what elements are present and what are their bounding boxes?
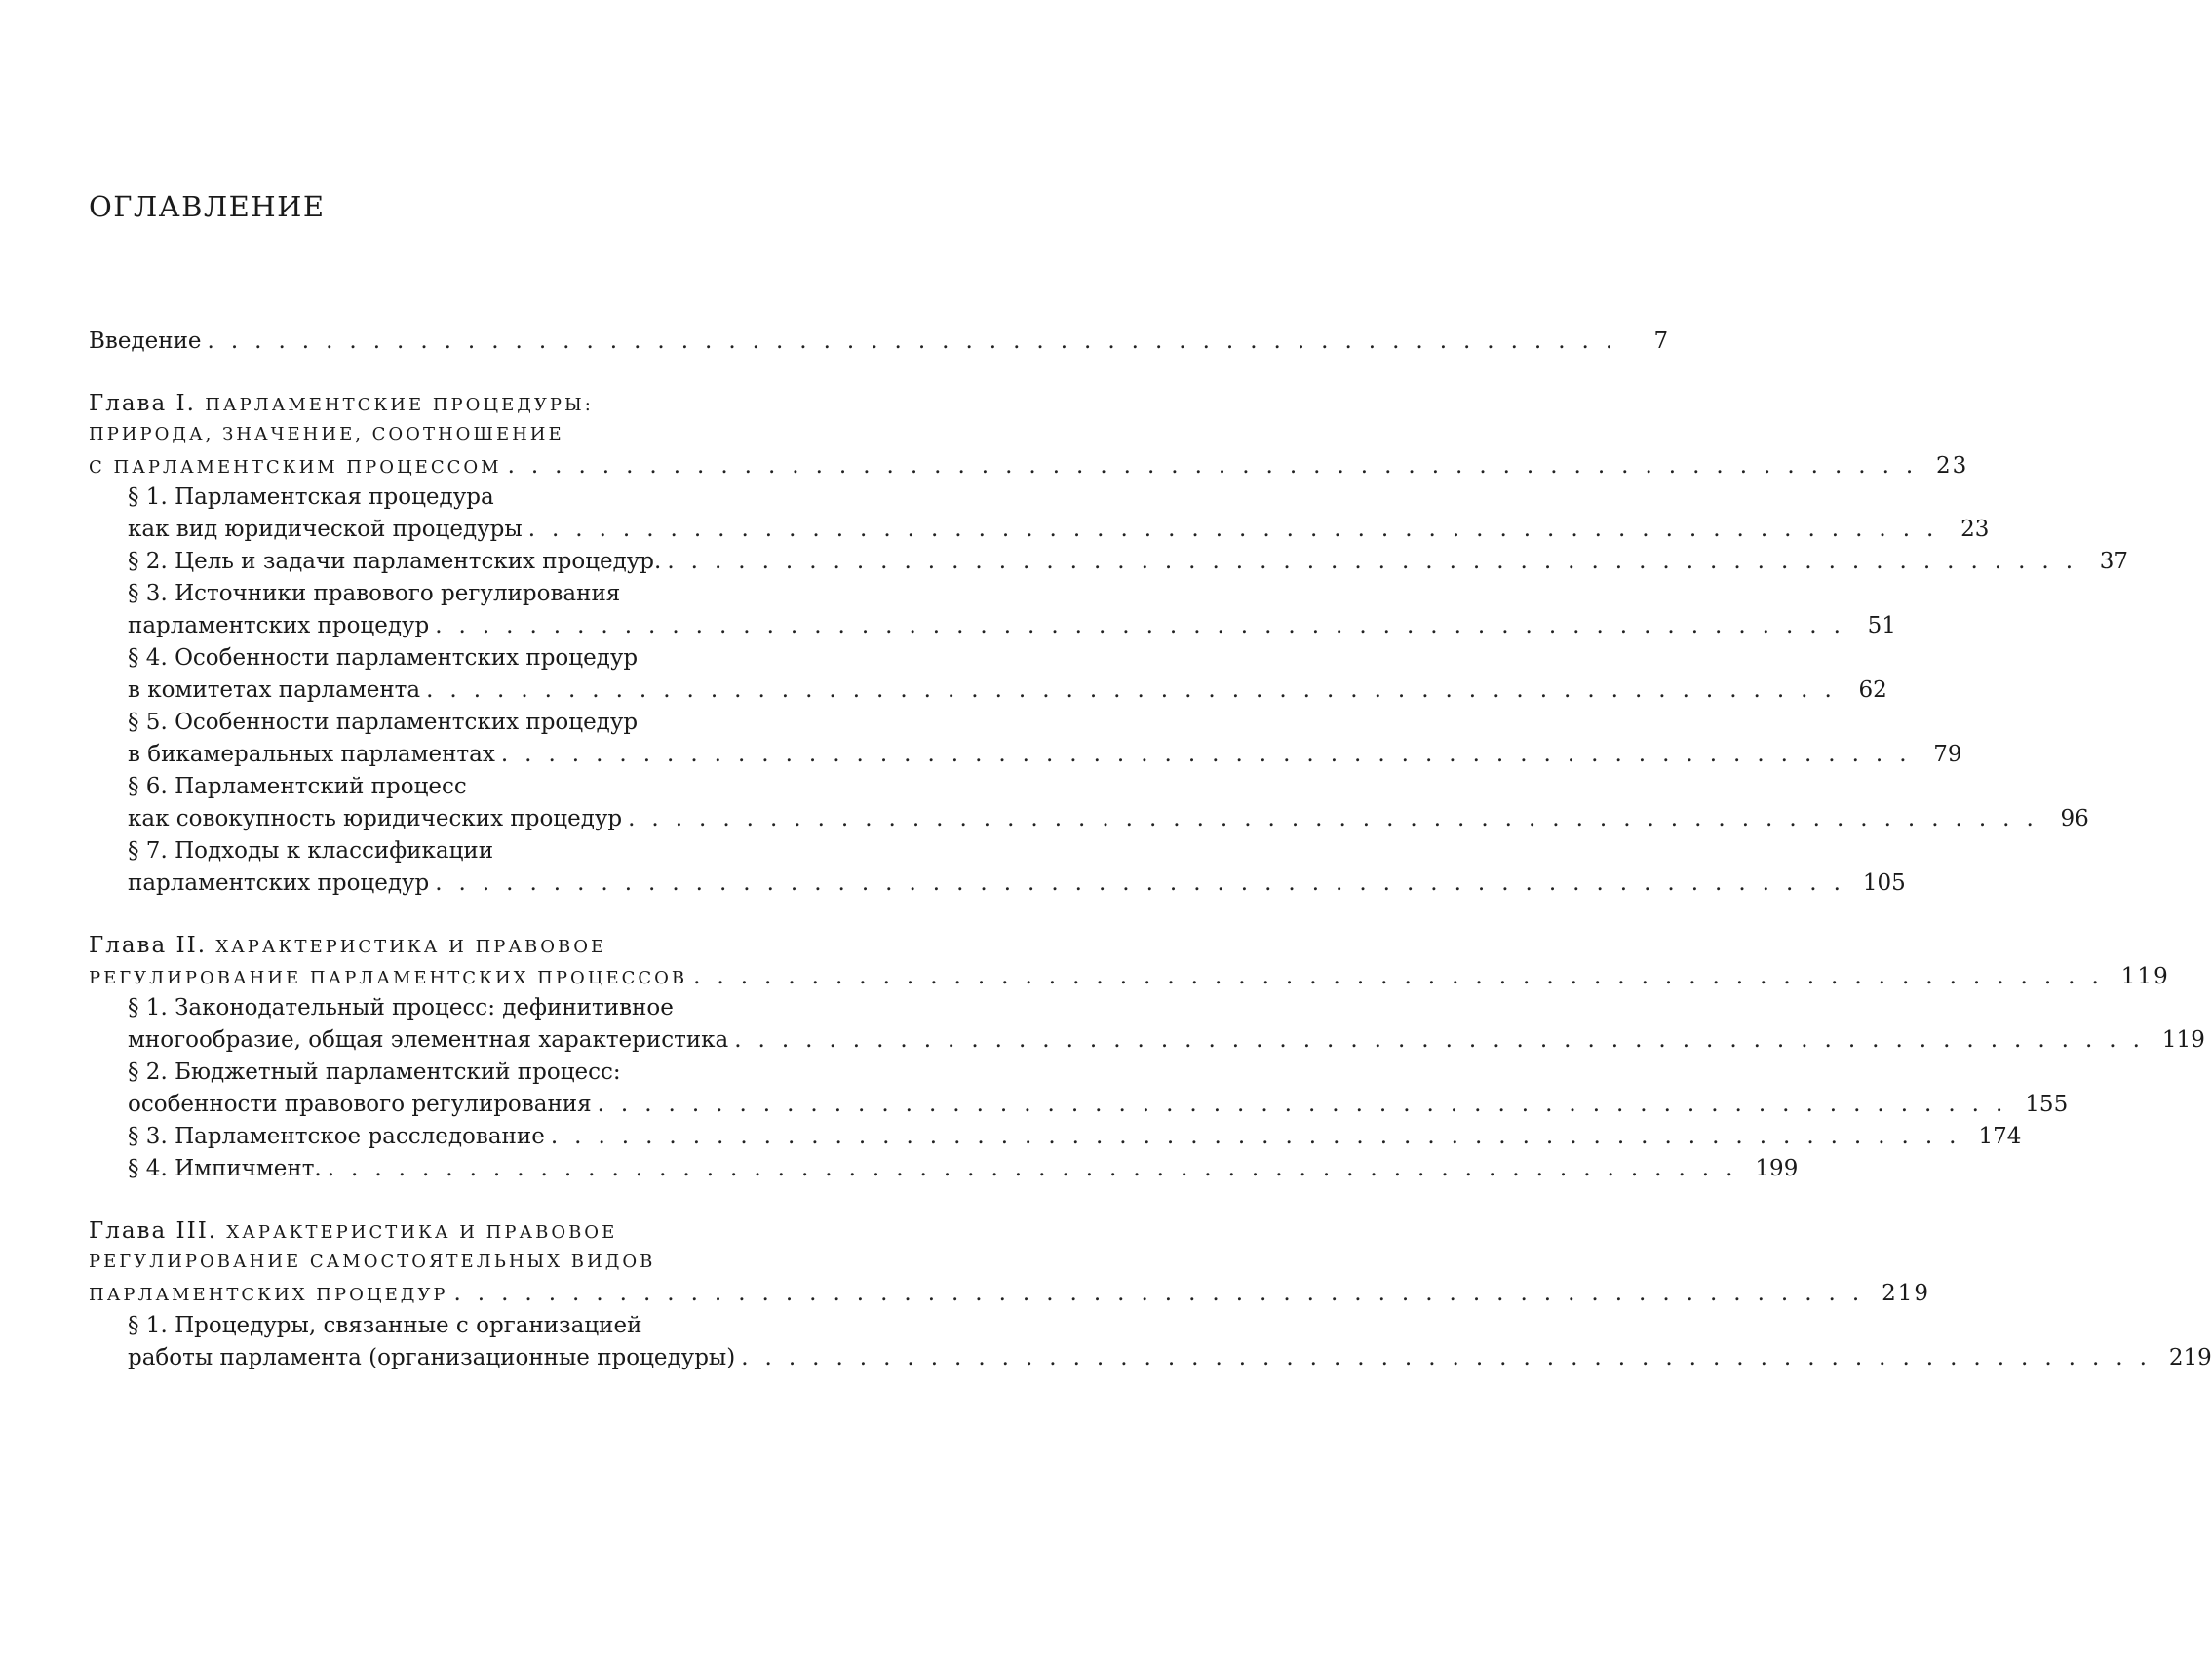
section-title: парламентских процедур bbox=[128, 613, 430, 638]
chapter-title: ПАРЛАМЕНТСКИЕ ПРОЦЕДУРЫ: bbox=[205, 395, 594, 415]
page-number: 219 bbox=[1882, 1281, 1931, 1306]
dot-leader: ............................................................ bbox=[597, 1092, 2020, 1117]
section-title: § 3. Парламентское расследование bbox=[128, 1124, 545, 1149]
dot-leader: ............................................................ bbox=[527, 517, 1951, 542]
page-number: 119 bbox=[2120, 964, 2170, 989]
toc-section-line[interactable] bbox=[128, 864, 1906, 903]
section-title: § 6. Парламентский процесс bbox=[128, 774, 467, 799]
page-number: 219 bbox=[2168, 1345, 2212, 1370]
chapter-title: С ПАРЛАМЕНТСКИМ ПРОЦЕССОМ bbox=[89, 457, 502, 478]
page-title: ОГЛАВЛЕНИЕ bbox=[89, 190, 326, 223]
dot-leader: ............................................................ bbox=[435, 613, 1857, 638]
page-number: 23 bbox=[1935, 453, 1969, 479]
page-number: 37 bbox=[2099, 549, 2129, 574]
page-number: 119 bbox=[2161, 1027, 2205, 1053]
chapter-title: РЕГУЛИРОВАНИЕ ПАРЛАМЕНТСКИХ ПРОЦЕССОВ bbox=[89, 968, 688, 988]
dot-leader: ............................................................ bbox=[207, 328, 1630, 354]
chapter-label: Глава III. bbox=[89, 1218, 218, 1244]
section-title: парламентских процедур bbox=[128, 870, 430, 896]
chapter-label: Глава II. bbox=[89, 933, 208, 958]
dot-leader: ............................................................ bbox=[741, 1345, 2163, 1370]
section-title: § 4. Особенности парламентских процедур bbox=[128, 645, 639, 671]
dot-leader: ............................................................ bbox=[693, 964, 2115, 989]
toc-section-line[interactable] bbox=[128, 1149, 1799, 1188]
dot-leader: ............................................................ bbox=[453, 1281, 1877, 1306]
page-number: 23 bbox=[1960, 517, 1990, 542]
section-title: § 2. Бюджетный парламентский процесс: bbox=[128, 1060, 621, 1085]
page-number: 7 bbox=[1653, 328, 1669, 354]
section-title: как вид юридической процедуры bbox=[128, 517, 523, 542]
page-number: 62 bbox=[1858, 677, 1887, 703]
section-title: § 5. Особенности парламентских процедур bbox=[128, 710, 639, 735]
dot-leader: ............................................................ bbox=[667, 549, 2090, 574]
section-title: § 3. Источники правового регулирования bbox=[128, 581, 621, 606]
chapter-title: РЕГУЛИРОВАНИЕ САМОСТОЯТЕЛЬНЫХ ВИДОВ bbox=[89, 1252, 656, 1272]
section-title: в комитетах парламента bbox=[128, 677, 421, 703]
dot-leader: ............................................................ bbox=[435, 870, 1857, 896]
page-number: 155 bbox=[2025, 1092, 2069, 1117]
dot-leader: ............................................................ bbox=[327, 1156, 1750, 1181]
section-title: § 1. Законодательный процесс: дефинитивное bbox=[128, 995, 674, 1021]
page-number: 199 bbox=[1755, 1156, 1799, 1181]
page-number: 51 bbox=[1867, 613, 1896, 638]
section-title: многообразие, общая элементная характеристика bbox=[128, 1027, 729, 1053]
section-title: особенности правового регулирования bbox=[128, 1092, 592, 1117]
dot-leader: ............................................................ bbox=[628, 806, 2050, 831]
dot-leader: ............................................................ bbox=[550, 1124, 1973, 1149]
page-number: 96 bbox=[2060, 806, 2089, 831]
dot-leader: ............................................................ bbox=[500, 742, 1923, 767]
page-number: 105 bbox=[1862, 870, 1906, 896]
section-title: § 2. Цель и задачи парламентских процедур. bbox=[128, 549, 662, 574]
dot-leader: ............................................................ bbox=[734, 1027, 2156, 1053]
section-title: как совокупность юридических процедур bbox=[128, 806, 623, 831]
dot-leader: ............................................................ bbox=[426, 677, 1848, 703]
toc-entry-label: Введение bbox=[89, 328, 202, 354]
chapter-title: ХАРАКТЕРИСТИКА И ПРАВОВОЕ bbox=[226, 1222, 618, 1243]
section-title: работы парламента (организационные процедуры) bbox=[128, 1345, 736, 1370]
chapter-label: Глава I. bbox=[89, 391, 196, 416]
toc-entry-intro[interactable] bbox=[89, 322, 1669, 361]
chapter-title: ПРИРОДА, ЗНАЧЕНИЕ, СООТНОШЕНИЕ bbox=[89, 424, 564, 444]
page-number: 79 bbox=[1933, 742, 1962, 767]
section-title: в бикамеральных парламентах bbox=[128, 742, 495, 767]
toc-section-line[interactable] bbox=[128, 1338, 2212, 1377]
section-title: § 1. Процедуры, связанные с организацией bbox=[128, 1313, 642, 1338]
dot-leader: ............................................................ bbox=[507, 453, 1930, 479]
chapter-title: ПАРЛАМЕНТСКИХ ПРОЦЕДУР bbox=[89, 1285, 448, 1305]
section-title: § 1. Парламентская процедура bbox=[128, 484, 494, 510]
section-title: § 4. Импичмент. bbox=[128, 1156, 322, 1181]
page-number: 174 bbox=[1978, 1124, 2022, 1149]
chapter-title: ХАРАКТЕРИСТИКА И ПРАВОВОЕ bbox=[215, 937, 607, 957]
section-title: § 7. Подходы к классификации bbox=[128, 838, 494, 864]
